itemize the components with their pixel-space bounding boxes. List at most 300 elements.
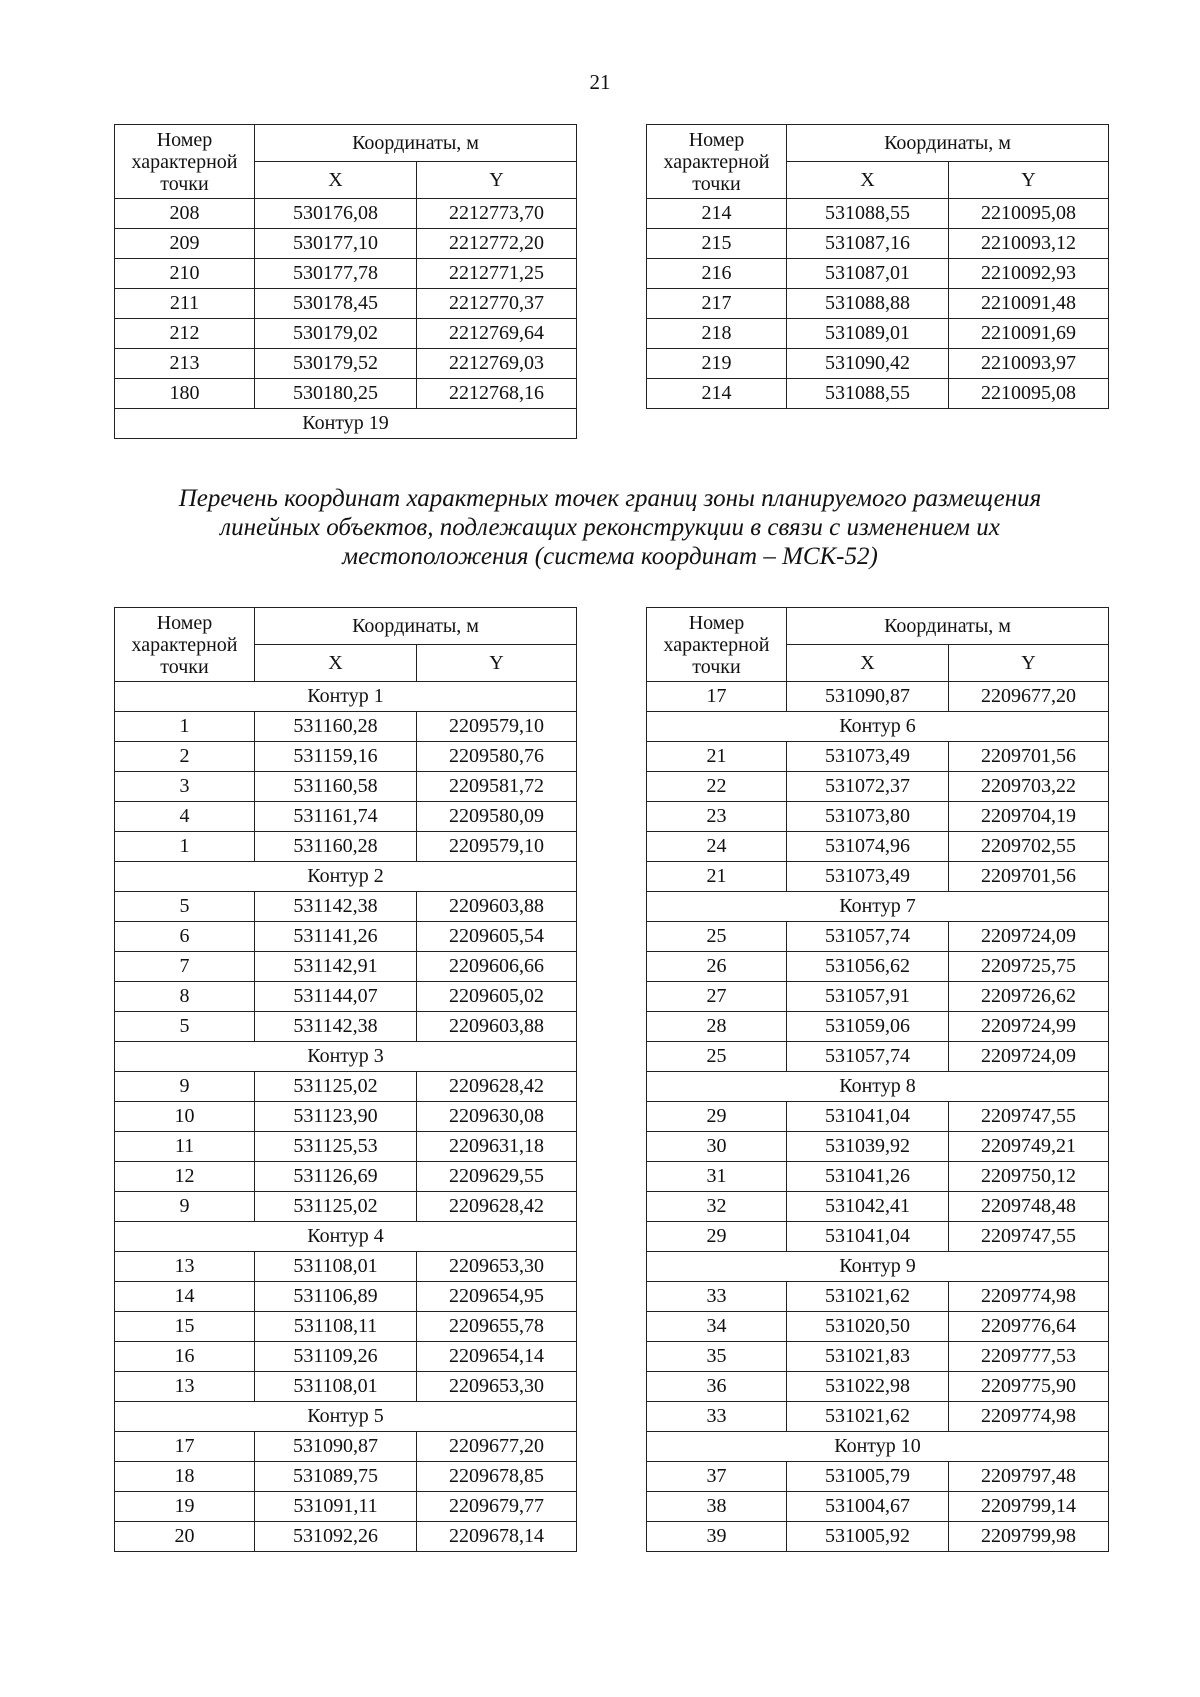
point-number-cell: 21 [647, 862, 787, 892]
point-number-cell: 28 [647, 1012, 787, 1042]
y-coordinate-cell: 2212768,16 [417, 379, 577, 409]
point-number-header-line: Номер [156, 611, 213, 634]
contour-row [647, 1432, 1109, 1462]
y-coordinate-cell: 2209704,19 [949, 802, 1109, 832]
table-row [647, 1012, 1109, 1042]
table-row [115, 1012, 577, 1042]
contour-row [647, 892, 1109, 922]
contour-row [115, 1222, 577, 1252]
x-coordinate-cell: 531039,92 [787, 1132, 949, 1162]
coordinates-header: Координаты, м [787, 608, 1109, 645]
x-coordinate-cell: 531074,96 [787, 832, 949, 862]
point-number-cell: 25 [647, 922, 787, 952]
x-coordinate-cell: 531057,91 [787, 982, 949, 1012]
table-row [115, 1522, 577, 1552]
point-number-header-line: характерной [131, 633, 238, 656]
point-number-cell: 33 [647, 1402, 787, 1432]
x-coordinate-cell: 531142,38 [255, 1012, 417, 1042]
top-right-coordinates-table [646, 124, 1109, 409]
x-coordinate-cell: 530177,78 [255, 259, 417, 289]
y-column-header: Y [949, 162, 1109, 199]
y-coordinate-cell: 2209605,02 [417, 982, 577, 1012]
point-number-cell: 211 [115, 289, 255, 319]
y-coordinate-cell: 2209701,56 [949, 862, 1109, 892]
point-number-header-line: Номер [156, 128, 213, 151]
x-coordinate-cell: 531059,06 [787, 1012, 949, 1042]
bottom-left-coordinates-table [114, 607, 577, 1552]
y-coordinate-cell: 2212769,64 [417, 319, 577, 349]
table-row [115, 379, 577, 409]
x-coordinate-cell: 531160,58 [255, 772, 417, 802]
contour-label: Контур 19 [115, 409, 577, 439]
table-row [647, 922, 1109, 952]
point-number-cell: 2 [115, 742, 255, 772]
point-number-header-line: точки [692, 655, 741, 678]
x-coordinate-cell: 531108,01 [255, 1252, 417, 1282]
point-number-cell: 24 [647, 832, 787, 862]
table-row [647, 1102, 1109, 1132]
x-coordinate-cell: 531090,87 [255, 1432, 417, 1462]
point-number-header-line: точки [160, 655, 209, 678]
table-row [115, 1432, 577, 1462]
x-coordinate-cell: 531123,90 [255, 1102, 417, 1132]
point-number-cell: 19 [115, 1492, 255, 1522]
contour-label: Контур 6 [647, 712, 1109, 742]
point-number-cell: 12 [115, 1162, 255, 1192]
y-coordinate-cell: 2209580,76 [417, 742, 577, 772]
table-row [647, 1462, 1109, 1492]
x-coordinate-cell: 530178,45 [255, 289, 417, 319]
x-coordinate-cell: 531091,11 [255, 1492, 417, 1522]
y-coordinate-cell: 2209775,90 [949, 1372, 1109, 1402]
y-coordinate-cell: 2209724,09 [949, 1042, 1109, 1072]
point-number-cell: 5 [115, 1012, 255, 1042]
y-coordinate-cell: 2210092,93 [949, 259, 1109, 289]
point-number-cell: 32 [647, 1192, 787, 1222]
point-number-cell: 22 [647, 772, 787, 802]
y-coordinate-cell: 2209606,66 [417, 952, 577, 982]
contour-row [115, 1042, 577, 1072]
x-coordinate-cell: 531106,89 [255, 1282, 417, 1312]
table-row [647, 832, 1109, 862]
point-number-cell: 30 [647, 1132, 787, 1162]
y-coordinate-cell: 2209580,09 [417, 802, 577, 832]
point-number-cell: 212 [115, 319, 255, 349]
point-number-cell: 20 [115, 1522, 255, 1552]
table-row [647, 1312, 1109, 1342]
table-row [115, 229, 577, 259]
x-coordinate-cell: 531021,83 [787, 1342, 949, 1372]
table-row [647, 1372, 1109, 1402]
point-number-cell: 27 [647, 982, 787, 1012]
point-number-cell: 1 [115, 832, 255, 862]
x-coordinate-cell: 531041,04 [787, 1222, 949, 1252]
point-number-header-line: характерной [663, 150, 770, 173]
x-coordinate-cell: 531087,01 [787, 259, 949, 289]
point-number-header-line: характерной [131, 150, 238, 173]
table-row [647, 1522, 1109, 1552]
x-coordinate-cell: 531072,37 [787, 772, 949, 802]
y-coordinate-cell: 2209748,48 [949, 1192, 1109, 1222]
x-coordinate-cell: 530179,02 [255, 319, 417, 349]
point-number-cell: 13 [115, 1372, 255, 1402]
x-coordinate-cell: 531073,49 [787, 742, 949, 772]
point-number-cell: 17 [647, 682, 787, 712]
point-number-cell: 1 [115, 712, 255, 742]
point-number-header-line: характерной [663, 633, 770, 656]
table-row [115, 1462, 577, 1492]
y-coordinate-cell: 2209579,10 [417, 712, 577, 742]
table-row [647, 862, 1109, 892]
table-row [647, 1222, 1109, 1252]
contour-row [115, 409, 577, 439]
y-coordinate-cell: 2209774,98 [949, 1402, 1109, 1432]
point-number-cell: 15 [115, 1312, 255, 1342]
x-coordinate-cell: 531021,62 [787, 1402, 949, 1432]
x-coordinate-cell: 531159,16 [255, 742, 417, 772]
y-coordinate-cell: 2209702,55 [949, 832, 1109, 862]
contour-label: Контур 10 [647, 1432, 1109, 1462]
table-row [647, 289, 1109, 319]
table-row [115, 1282, 577, 1312]
table-row [647, 952, 1109, 982]
x-coordinate-cell: 531108,11 [255, 1312, 417, 1342]
x-coordinate-cell: 531073,80 [787, 802, 949, 832]
point-number-cell: 209 [115, 229, 255, 259]
point-number-cell: 13 [115, 1252, 255, 1282]
y-coordinate-cell: 2210091,69 [949, 319, 1109, 349]
point-number-cell: 218 [647, 319, 787, 349]
table-row [647, 1342, 1109, 1372]
x-coordinate-cell: 531125,53 [255, 1132, 417, 1162]
y-coordinate-cell: 2209724,99 [949, 1012, 1109, 1042]
y-coordinate-cell: 2209799,98 [949, 1522, 1109, 1552]
point-number-cell: 180 [115, 379, 255, 409]
y-coordinate-cell: 2209749,21 [949, 1132, 1109, 1162]
point-number-cell: 34 [647, 1312, 787, 1342]
y-coordinate-cell: 2209653,30 [417, 1372, 577, 1402]
contour-row [115, 862, 577, 892]
x-coordinate-cell: 531141,26 [255, 922, 417, 952]
table-row [115, 772, 577, 802]
x-coordinate-cell: 531125,02 [255, 1192, 417, 1222]
table-row [115, 1372, 577, 1402]
x-coordinate-cell: 531057,74 [787, 1042, 949, 1072]
table-row [647, 259, 1109, 289]
y-coordinate-cell: 2209605,54 [417, 922, 577, 952]
y-coordinate-cell: 2209799,14 [949, 1492, 1109, 1522]
table-row [647, 742, 1109, 772]
point-number-cell: 25 [647, 1042, 787, 1072]
y-column-header: Y [417, 645, 577, 682]
y-coordinate-cell: 2209774,98 [949, 1282, 1109, 1312]
point-number-cell: 37 [647, 1462, 787, 1492]
x-coordinate-cell: 531005,92 [787, 1522, 949, 1552]
contour-row [647, 1252, 1109, 1282]
contour-label: Контур 2 [115, 862, 577, 892]
x-coordinate-cell: 531090,42 [787, 349, 949, 379]
table-row [647, 1282, 1109, 1312]
y-coordinate-cell: 2210093,97 [949, 349, 1109, 379]
y-coordinate-cell: 2212773,70 [417, 199, 577, 229]
section-title [110, 484, 1110, 571]
y-coordinate-cell: 2209678,14 [417, 1522, 577, 1552]
table-row [115, 742, 577, 772]
point-number-cell: 29 [647, 1102, 787, 1132]
table-row [647, 1492, 1109, 1522]
point-number-cell: 31 [647, 1162, 787, 1192]
point-number-header [115, 125, 255, 199]
table-row [115, 712, 577, 742]
point-number-cell: 35 [647, 1342, 787, 1372]
contour-label: Контур 7 [647, 892, 1109, 922]
y-coordinate-cell: 2209603,88 [417, 892, 577, 922]
point-number-cell: 214 [647, 199, 787, 229]
point-number-cell: 208 [115, 199, 255, 229]
point-number-cell: 6 [115, 922, 255, 952]
table-row [647, 1402, 1109, 1432]
y-coordinate-cell: 2212769,03 [417, 349, 577, 379]
table-row [115, 1162, 577, 1192]
y-coordinate-cell: 2209797,48 [949, 1462, 1109, 1492]
contour-label: Контур 5 [115, 1402, 577, 1432]
point-number-cell: 10 [115, 1102, 255, 1132]
point-number-header-line: точки [692, 172, 741, 195]
y-coordinate-cell: 2209628,42 [417, 1072, 577, 1102]
x-coordinate-cell: 531041,04 [787, 1102, 949, 1132]
x-coordinate-cell: 531073,49 [787, 862, 949, 892]
point-number-header-line: Номер [688, 128, 745, 151]
table-row [115, 952, 577, 982]
y-coordinate-cell: 2210091,48 [949, 289, 1109, 319]
y-coordinate-cell: 2212770,37 [417, 289, 577, 319]
point-number-cell: 11 [115, 1132, 255, 1162]
table-row [647, 349, 1109, 379]
y-coordinate-cell: 2209677,20 [949, 682, 1109, 712]
contour-label: Контур 3 [115, 1042, 577, 1072]
point-number-cell: 29 [647, 1222, 787, 1252]
point-number-cell: 214 [647, 379, 787, 409]
x-coordinate-cell: 530180,25 [255, 379, 417, 409]
contour-label: Контур 1 [115, 682, 577, 712]
x-coordinate-cell: 531088,88 [787, 289, 949, 319]
section-title-line-2: линейных объектов, подлежащих реконструкции в связи с изменением их [220, 514, 1000, 541]
table-row [647, 802, 1109, 832]
x-coordinate-cell: 531109,26 [255, 1342, 417, 1372]
x-coordinate-cell: 531161,74 [255, 802, 417, 832]
table-row [115, 199, 577, 229]
table-row [115, 1192, 577, 1222]
x-coordinate-cell: 531092,26 [255, 1522, 417, 1552]
contour-row [647, 1072, 1109, 1102]
point-number-cell: 216 [647, 259, 787, 289]
table-row [647, 982, 1109, 1012]
x-coordinate-cell: 531160,28 [255, 712, 417, 742]
table-row [115, 922, 577, 952]
x-coordinate-cell: 531021,62 [787, 1282, 949, 1312]
y-coordinate-cell: 2209724,09 [949, 922, 1109, 952]
table-row [647, 682, 1109, 712]
x-coordinate-cell: 531144,07 [255, 982, 417, 1012]
y-coordinate-cell: 2209628,42 [417, 1192, 577, 1222]
y-column-header: Y [949, 645, 1109, 682]
point-number-cell: 26 [647, 952, 787, 982]
section-title-line-3: местоположения (система координат – МСК-52) [342, 543, 878, 570]
point-number-header [115, 608, 255, 682]
table-row [647, 379, 1109, 409]
y-coordinate-cell: 2209630,08 [417, 1102, 577, 1132]
point-number-cell: 210 [115, 259, 255, 289]
coordinates-header: Координаты, м [255, 608, 577, 645]
point-number-cell: 215 [647, 229, 787, 259]
point-number-cell: 23 [647, 802, 787, 832]
point-number-cell: 36 [647, 1372, 787, 1402]
y-coordinate-cell: 2209747,55 [949, 1222, 1109, 1252]
x-column-header: X [787, 162, 949, 199]
page-number: 21 [589, 70, 611, 94]
section-title-line-1: Перечень координат характерных точек границ зоны планируемого размещения [178, 485, 1042, 512]
y-coordinate-cell: 2210095,08 [949, 199, 1109, 229]
point-number-header-line: Номер [688, 611, 745, 634]
x-coordinate-cell: 531142,91 [255, 952, 417, 982]
x-coordinate-cell: 531089,75 [255, 1462, 417, 1492]
x-coordinate-cell: 531042,41 [787, 1192, 949, 1222]
point-number-cell: 14 [115, 1282, 255, 1312]
coordinates-header: Координаты, м [255, 125, 577, 162]
y-coordinate-cell: 2209679,77 [417, 1492, 577, 1522]
table-row [115, 1342, 577, 1372]
y-coordinate-cell: 2209776,64 [949, 1312, 1109, 1342]
table-row [647, 319, 1109, 349]
point-number-cell: 5 [115, 892, 255, 922]
y-column-header: Y [417, 162, 577, 199]
x-coordinate-cell: 531126,69 [255, 1162, 417, 1192]
y-coordinate-cell: 2210093,12 [949, 229, 1109, 259]
point-number-cell: 219 [647, 349, 787, 379]
y-coordinate-cell: 2209631,18 [417, 1132, 577, 1162]
point-number-cell: 9 [115, 1072, 255, 1102]
y-coordinate-cell: 2209747,55 [949, 1102, 1109, 1132]
point-number-header [647, 125, 787, 199]
table-row [115, 982, 577, 1012]
y-coordinate-cell: 2209677,20 [417, 1432, 577, 1462]
point-number-cell: 17 [115, 1432, 255, 1462]
table-row [115, 1072, 577, 1102]
x-coordinate-cell: 531088,55 [787, 199, 949, 229]
table-row [647, 1162, 1109, 1192]
point-number-cell: 9 [115, 1192, 255, 1222]
table-row [115, 892, 577, 922]
y-coordinate-cell: 2209725,75 [949, 952, 1109, 982]
x-coordinate-cell: 531041,26 [787, 1162, 949, 1192]
y-coordinate-cell: 2209703,22 [949, 772, 1109, 802]
x-coordinate-cell: 530176,08 [255, 199, 417, 229]
table-row [647, 1132, 1109, 1162]
y-coordinate-cell: 2209581,72 [417, 772, 577, 802]
y-coordinate-cell: 2209629,55 [417, 1162, 577, 1192]
y-coordinate-cell: 2212772,20 [417, 229, 577, 259]
point-number-cell: 21 [647, 742, 787, 772]
x-coordinate-cell: 531088,55 [787, 379, 949, 409]
y-coordinate-cell: 2209654,14 [417, 1342, 577, 1372]
y-coordinate-cell: 2212771,25 [417, 259, 577, 289]
table-row [647, 1192, 1109, 1222]
x-coordinate-cell: 531087,16 [787, 229, 949, 259]
point-number-cell: 4 [115, 802, 255, 832]
x-coordinate-cell: 531108,01 [255, 1372, 417, 1402]
top-left-coordinates-table [114, 124, 577, 439]
contour-row [115, 682, 577, 712]
x-coordinate-cell: 531057,74 [787, 922, 949, 952]
bottom-right-coordinates-table [646, 607, 1109, 1552]
table-row [647, 199, 1109, 229]
table-row [115, 1492, 577, 1522]
x-coordinate-cell: 530177,10 [255, 229, 417, 259]
table-row [115, 832, 577, 862]
table-row [115, 1132, 577, 1162]
table-row [115, 259, 577, 289]
x-coordinate-cell: 531160,28 [255, 832, 417, 862]
x-coordinate-cell: 531142,38 [255, 892, 417, 922]
point-number-cell: 39 [647, 1522, 787, 1552]
table-row [647, 1042, 1109, 1072]
y-coordinate-cell: 2210095,08 [949, 379, 1109, 409]
x-coordinate-cell: 531004,67 [787, 1492, 949, 1522]
contour-row [647, 712, 1109, 742]
x-column-header: X [255, 645, 417, 682]
point-number-header [647, 608, 787, 682]
x-coordinate-cell: 531090,87 [787, 682, 949, 712]
y-coordinate-cell: 2209777,53 [949, 1342, 1109, 1372]
y-coordinate-cell: 2209701,56 [949, 742, 1109, 772]
table-row [115, 1312, 577, 1342]
point-number-cell: 18 [115, 1462, 255, 1492]
y-coordinate-cell: 2209653,30 [417, 1252, 577, 1282]
contour-label: Контур 4 [115, 1222, 577, 1252]
point-number-header-line: точки [160, 172, 209, 195]
y-coordinate-cell: 2209678,85 [417, 1462, 577, 1492]
point-number-cell: 38 [647, 1492, 787, 1522]
point-number-cell: 33 [647, 1282, 787, 1312]
point-number-cell: 3 [115, 772, 255, 802]
table-row [115, 289, 577, 319]
contour-row [115, 1402, 577, 1432]
y-coordinate-cell: 2209726,62 [949, 982, 1109, 1012]
x-coordinate-cell: 531020,50 [787, 1312, 949, 1342]
x-coordinate-cell: 531089,01 [787, 319, 949, 349]
y-coordinate-cell: 2209655,78 [417, 1312, 577, 1342]
point-number-cell: 217 [647, 289, 787, 319]
x-column-header: X [255, 162, 417, 199]
point-number-cell: 213 [115, 349, 255, 379]
y-coordinate-cell: 2209579,10 [417, 832, 577, 862]
table-row [115, 1102, 577, 1132]
x-coordinate-cell: 531022,98 [787, 1372, 949, 1402]
x-coordinate-cell: 530179,52 [255, 349, 417, 379]
table-row [115, 349, 577, 379]
point-number-cell: 16 [115, 1342, 255, 1372]
point-number-cell: 8 [115, 982, 255, 1012]
x-coordinate-cell: 531125,02 [255, 1072, 417, 1102]
y-coordinate-cell: 2209750,12 [949, 1162, 1109, 1192]
y-coordinate-cell: 2209654,95 [417, 1282, 577, 1312]
contour-label: Контур 9 [647, 1252, 1109, 1282]
point-number-cell: 7 [115, 952, 255, 982]
table-row [647, 229, 1109, 259]
table-row [115, 1252, 577, 1282]
coordinates-header: Координаты, м [787, 125, 1109, 162]
x-column-header: X [787, 645, 949, 682]
